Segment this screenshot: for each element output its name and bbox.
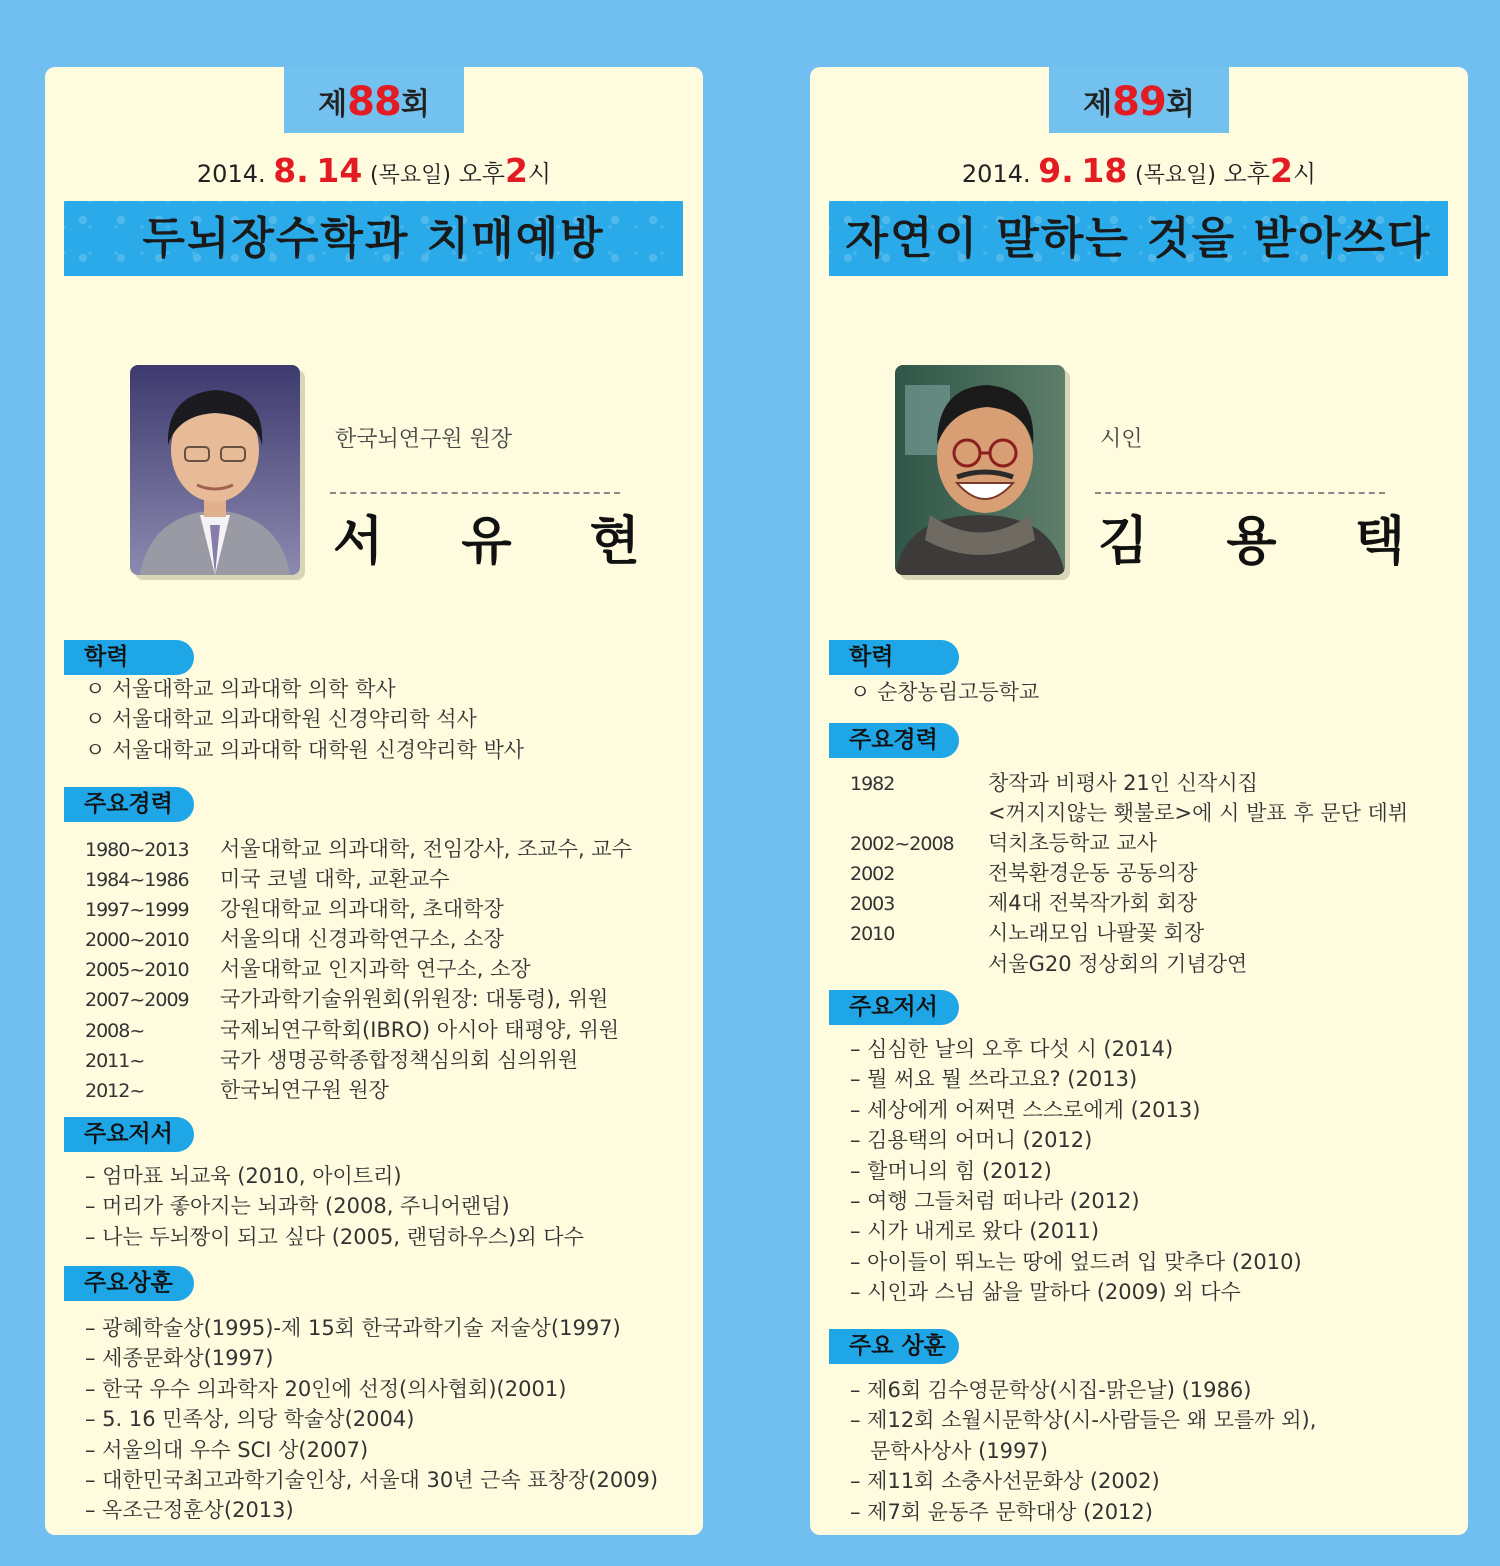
speaker-portrait-icon xyxy=(130,365,300,575)
career-row: 2002 전북환경운동 공동의장 xyxy=(850,861,1198,886)
list-item: – 심심한 날의 오후 다섯 시 (2014) xyxy=(850,1037,1174,1061)
list-item: – 대한민국최고과학기술인상, 서울대 30년 근속 표창장(2009) xyxy=(85,1467,659,1492)
career-row: 2008~ 국제뇌연구학회(IBRO) 아시아 태평양, 위원 xyxy=(85,1017,620,1042)
lecture-date: 2014. 9. 18 (목요일) 오후2시 xyxy=(961,151,1317,190)
divider xyxy=(1095,492,1385,494)
speaker-photo xyxy=(895,365,1065,575)
section-education-label: 학력 xyxy=(829,640,959,675)
career-row: 2012~ 한국뇌연구원 원장 xyxy=(85,1077,389,1102)
education-list xyxy=(85,674,524,765)
list-item: – 시인과 스님 삶을 말하다 (2009) 외 다수 xyxy=(850,1280,1241,1305)
career-row: 1984~1986 미국 코넬 대학, 교환교수 xyxy=(85,867,450,892)
list-item: – 뭘 써요 뭘 쓰라고요? (2013) xyxy=(850,1067,1138,1092)
career-row: 2011~ 국가 생명공학종합정책심의회 심의위원 xyxy=(85,1047,579,1072)
list-item: – 김용택의 어머니 (2012) xyxy=(850,1128,1093,1153)
section-education-label: 학력 xyxy=(64,640,194,675)
section-career-label: 주요경력 xyxy=(829,723,959,758)
books-list xyxy=(850,1034,1302,1308)
section-books-label: 주요저서 xyxy=(829,990,959,1025)
list-item: – 제11회 소충사선문화상 (2002) xyxy=(850,1469,1160,1494)
list-item: – 제7회 윤동주 문학대상 (2012) xyxy=(850,1499,1153,1524)
lecture-card-88 xyxy=(45,67,703,1535)
list-item: – 아이들이 뛰노는 땅에 엎드려 입 맞추다 (2010) xyxy=(850,1249,1302,1274)
career-row: 1980~2013 서울대학교 의과대학, 전임강사, 조교수, 교수 xyxy=(85,837,632,861)
speaker-role: 한국뇌연구원 원장 xyxy=(335,427,513,452)
career-row: 2003 제4대 전북작가회 회장 xyxy=(850,891,1198,916)
list-item: – 세상에게 어쩌면 스스로에게 (2013) xyxy=(850,1097,1201,1122)
speaker-name: 김 용 택 xyxy=(1098,511,1435,572)
education-list xyxy=(850,677,1039,707)
list-item: ㅇ 서울대학교 의과대학 의학 학사 xyxy=(85,677,396,701)
career-row: 2000~2010 서울의대 신경과학연구소, 소장 xyxy=(85,927,504,952)
list-item: – 여행 그들처럼 떠나라 (2012) xyxy=(850,1188,1140,1213)
awards-list xyxy=(85,1313,658,1526)
section-career-label: 주요경력 xyxy=(64,787,194,822)
speaker-name: 서 유 현 xyxy=(333,511,670,572)
list-item: – 시가 내게로 왔다 (2011) xyxy=(850,1219,1100,1244)
divider xyxy=(330,492,620,494)
awards-list xyxy=(850,1375,1316,1527)
list-item: – 한국 우수 의과학자 20인에 선정(의사협회)(2001) xyxy=(85,1376,567,1401)
books-list xyxy=(85,1161,584,1252)
session-number-tab: 제89회 xyxy=(1049,67,1229,133)
career-row: 서울G20 정상회의 기념강연 xyxy=(988,951,1248,976)
list-item: ㅇ 순창농림고등학교 xyxy=(850,680,1040,704)
career-row: 2005~2010 서울대학교 인지과학 연구소, 소장 xyxy=(85,957,531,982)
list-item: – 엄마표 뇌교육 (2010, 아이트리) xyxy=(85,1164,402,1188)
lecture-title: 두뇌장수학과 치매예방 xyxy=(64,201,683,276)
list-item: ㅇ 서울대학교 의과대학 대학원 신경약리학 박사 xyxy=(85,737,525,762)
career-row: 1997~1999 강원대학교 의과대학, 초대학장 xyxy=(85,897,504,922)
career-row: 2002~2008 덕치초등학교 교사 xyxy=(850,831,1157,856)
section-books-label: 주요저서 xyxy=(64,1117,194,1152)
list-item: – 할머니의 힘 (2012) xyxy=(850,1158,1052,1183)
list-item: – 제12회 소월시문학상(시-사람들은 왜 모를까 외), xyxy=(850,1408,1317,1433)
lecture-date: 2014. 8. 14 (목요일) 오후2시 xyxy=(196,151,552,190)
section-awards-label: 주요 상훈 xyxy=(829,1329,959,1364)
speaker-role: 시인 xyxy=(1100,427,1143,452)
career-row: 2007~2009 국가과학기술위원회(위원장: 대통령), 위원 xyxy=(85,987,609,1012)
career-row: 1982 창작과 비평사 21인 신작시집 xyxy=(850,771,1258,795)
list-item: – 제6회 김수영문학상(시집-맑은날) (1986) xyxy=(850,1378,1252,1402)
list-item: – 옥조근정훈상(2013) xyxy=(85,1498,294,1523)
lecture-title: 자연이 말하는 것을 받아쓰다 xyxy=(829,201,1448,276)
list-item: – 서울의대 우수 SCI 상(2007) xyxy=(85,1437,369,1462)
list-item: – 광혜학술상(1995)-제 15회 한국과학기술 저술상(1997) xyxy=(85,1316,621,1340)
list-item: – 나는 두뇌짱이 되고 싶다 (2005, 랜덤하우스)외 다수 xyxy=(85,1224,584,1249)
list-item: – 5. 16 민족상, 의당 학술상(2004) xyxy=(85,1407,415,1432)
lecture-card-89 xyxy=(810,67,1468,1535)
career-list xyxy=(85,834,632,1105)
session-number-tab: 제88회 xyxy=(284,67,464,133)
list-item: ㅇ 서울대학교 의과대학원 신경약리학 석사 xyxy=(85,707,477,732)
list-item: 문학사상사 (1997) xyxy=(850,1438,1048,1463)
career-list xyxy=(850,768,1408,979)
list-item: – 세종문화상(1997) xyxy=(85,1346,274,1371)
career-row: <꺼지지않는 횃불로>에 시 발표 후 문단 데뷔 xyxy=(988,801,1409,826)
career-row: 2010 시노래모임 나팔꽃 회장 xyxy=(850,921,1205,946)
section-awards-label: 주요상훈 xyxy=(64,1266,194,1301)
speaker-photo xyxy=(130,365,300,575)
list-item: – 머리가 좋아지는 뇌과학 (2008, 주니어랜덤) xyxy=(85,1194,510,1219)
speaker-portrait-icon xyxy=(895,365,1065,575)
